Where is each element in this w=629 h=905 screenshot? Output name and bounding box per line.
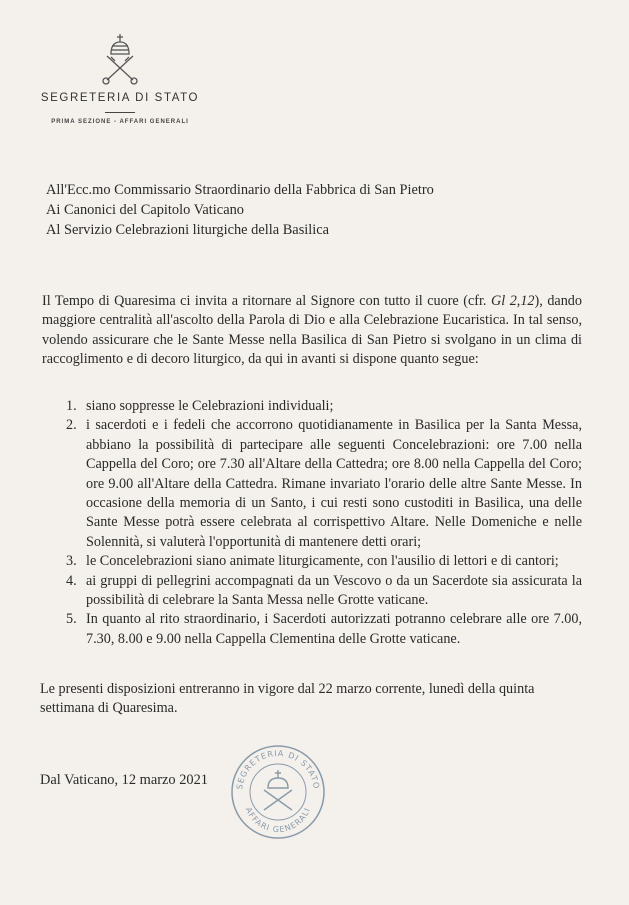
intro-paragraph — [42, 292, 582, 370]
scripture-reference: Gl 2,12 — [491, 293, 535, 309]
addressee-line: Ai Canonici del Capitolo Vaticano — [46, 202, 244, 218]
list-item-number: 1. — [66, 398, 77, 414]
addressee-block — [46, 180, 434, 240]
letterhead-divider — [105, 112, 135, 113]
addressee-line: Al Servizio Celebrazioni liturgiche della Basilica — [46, 222, 330, 238]
list-item-number: 3. — [66, 553, 77, 570]
list-item-text: le Concelebrazioni siano animate liturgicamente, con l'ausilio di lettori e di cantori; — [86, 553, 559, 570]
provisions-list — [66, 397, 582, 649]
list-item — [66, 416, 582, 552]
list-item-text: siano soppresse le Celebrazioni individuali; — [86, 398, 334, 414]
dateline: Dal Vaticano, 12 marzo 2021 — [40, 772, 208, 788]
section-name: PRIMA SEZIONE - AFFARI GENERALI — [51, 119, 189, 125]
letterhead — [30, 30, 210, 125]
addressee-line: All'Ecc.mo Commissario Straordinario della Fabbrica di San Pietro — [46, 182, 434, 198]
seal-text-top: SEGRETERIA DI STATO — [235, 748, 322, 791]
intro-text-continued: ), dando maggiore centralità all'ascolto della Parola di Dio e alla Celebrazione Eucaristica. In tal senso, volendo assicurare che le Sante Messe nella Basilica di San Pietro si svolgano in un clima di raccoglimento e di decoro liturgico, da qui in avanti si dispone quanto segue: — [42, 293, 582, 368]
seal-text-bottom: AFFARI GENERALI — [243, 805, 313, 835]
list-item-number: 2. — [66, 417, 77, 434]
list-item-text: i sacerdoti e i fedeli che accorrono quotidianamente in Basilica per la Santa Messa, abbiano la possibilità di partecipare alle seguenti Concelebrazioni: ore 7.00 nella Cappella del Coro; ore 7.30 all'Altare della Cattedra; ore 8.00 nella Cappella del Coro; ore 9.00 all'Altare della Cattedra. Rimane invariato l'orario delle altre Sante Messe. In occasione della memoria di un Santo, i cui resti sono custoditi in Basilica, una delle Sante Messe potrà essere celebrata al corrispettivo Altare. Nelle Domeniche e nelle Solennità, si valuterà l'opportunità di mantenere detti orari; — [86, 417, 582, 550]
closing-paragraph: Le presenti disposizioni entreranno in vigore dal 22 marzo corrente, lunedì della quinta settimana di Quaresima. — [40, 681, 535, 717]
list-item-text: In quanto al rito straordinario, i Sacerdoti autorizzati potranno celebrare alle ore 7.00, 7.30, 8.00 e 9.00 nella Cappella Clementina delle Grotte vaticane. — [86, 611, 582, 647]
list-item-number: 4. — [66, 572, 77, 589]
list-item-number: 5. — [66, 611, 77, 628]
list-item-text: ai gruppi di pellegrini accompagnati da un Vescovo o da un Sacerdote sia assicurata la possibilità di celebrare la Santa Messa nelle Grotte vaticane. — [86, 572, 582, 609]
papal-coat-of-arms-icon — [97, 30, 143, 86]
list-item — [66, 572, 582, 611]
svg-text:SEGRETERIA DI STATO — [235, 749, 321, 790]
official-seal-stamp — [228, 742, 328, 842]
organization-name: SEGRETERIA DI STATO — [40, 92, 200, 104]
list-item — [66, 397, 582, 416]
list-item — [66, 610, 582, 649]
list-item — [66, 552, 582, 571]
intro-text: Il Tempo di Quaresima ci invita a ritornare al Signore con tutto il cuore (cfr. — [42, 293, 491, 309]
